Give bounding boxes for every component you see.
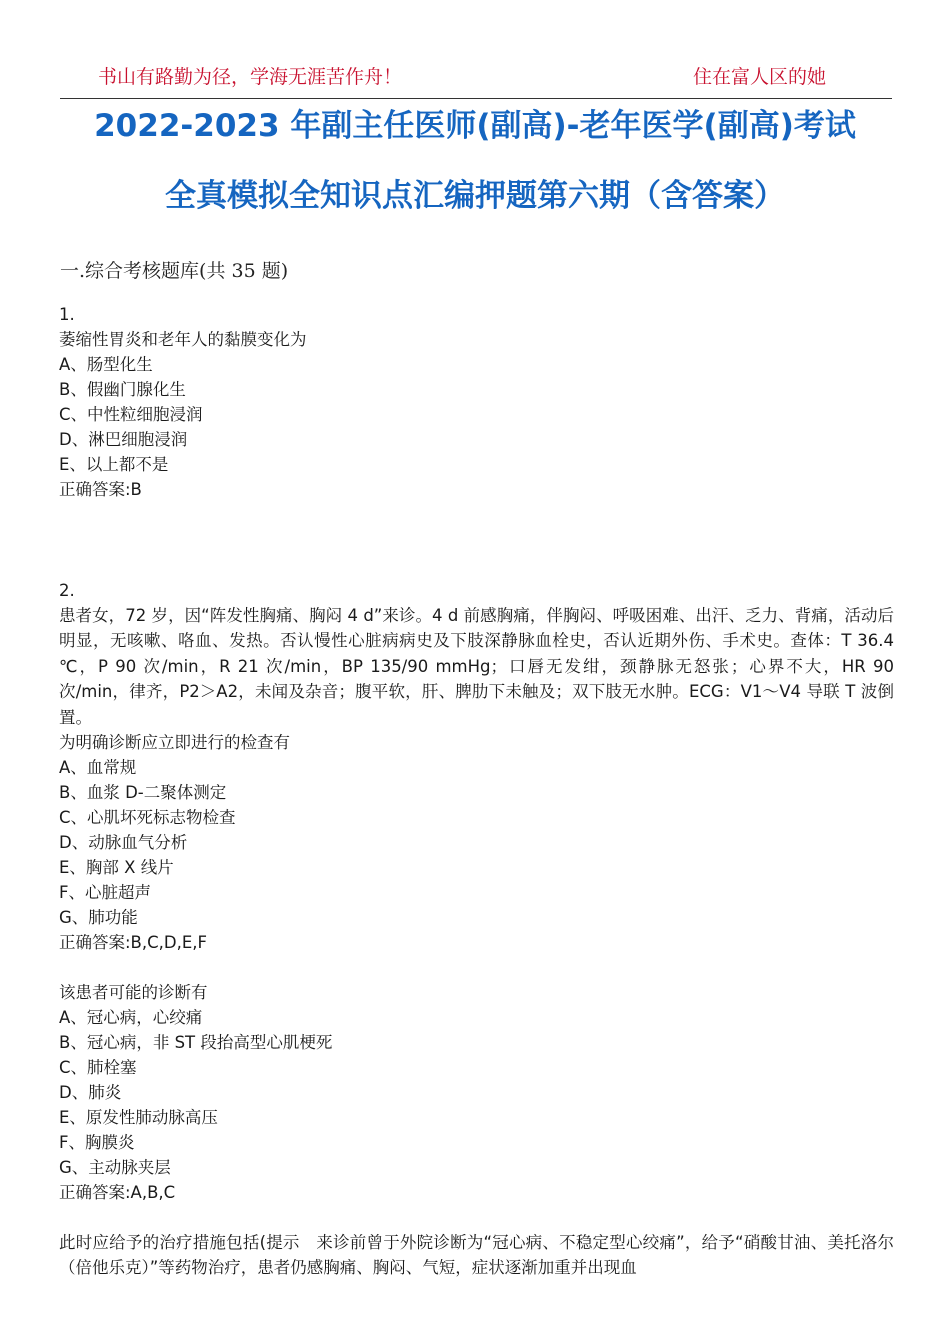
option-b: B、假幽门腺化生 (59, 380, 186, 399)
sub-question-2 (59, 980, 894, 1205)
option-a: A、肠型化生 (59, 355, 153, 374)
option-b: B、冠心病，非 ST 段抬高型心肌梗死 (59, 1033, 333, 1053)
question-1 (59, 302, 894, 502)
question-number: 1. (59, 305, 75, 324)
page-title-line-1: 2022-2023 年副主任医师(副高)-老年医学(副高)考试 (94, 108, 856, 144)
sub-question-1 (59, 730, 894, 955)
question-list (59, 302, 894, 1281)
question-stem: 该患者可能的诊断有 (59, 983, 208, 1003)
answer: 正确答案:B (59, 480, 142, 499)
option-f: F、胸膜炎 (59, 1133, 135, 1153)
option-g: G、肺功能 (59, 908, 138, 928)
question-stem: 为明确诊断应立即进行的检查有 (59, 733, 290, 753)
section-heading: 一.综合考核题库(共 35 题) (60, 260, 289, 282)
question-stem: 此时应给予的治疗措施包括(提示 来诊前曾于外院诊断为“冠心病、不稳定型心绞痛”，给予“硝酸甘油、美托洛尔（倍他乐克）”等药物治疗，患者仍感胸痛、胸闷、气短，症状逐渐加重并出现血 (59, 1233, 894, 1278)
header-motto: 书山有路勤为径，学海无涯苦作舟！ (98, 66, 403, 88)
option-d: D、淋巴细胞浸润 (59, 430, 188, 449)
question-2 (59, 578, 894, 1281)
option-d: D、肺炎 (59, 1083, 122, 1103)
case-description: 患者女，72 岁，因“阵发性胸痛、胸闷 4 d”来诊。4 d 前感胸痛，伴胸闷、呼吸困难、出汗、乏力、背痛，活动后明显，无咳嗽、咯血、发热。否认慢性心脏病病史及下肢深静脉血栓史，否认近期外伤、手术史。查体：T 36.4 ℃，P 90 次/min，R 21 次/min，BP 135/90 mmHg；口唇无发绀，颈静脉无怒张；心界不大，HR 90 次/min，律齐，P2＞A2，未闻及杂音；腹平软，肝、脾肋下未触及；双下肢无水肿。ECG：V1～V4 导联 T 波倒置。 (59, 606, 894, 727)
option-e: E、以上都不是 (59, 455, 169, 474)
option-a: A、冠心病，心绞痛 (59, 1008, 203, 1028)
option-d: D、动脉血气分析 (59, 833, 188, 853)
header-divider (60, 98, 892, 99)
question-number: 2. (59, 581, 75, 600)
answer: 正确答案:A,B,C (59, 1183, 176, 1203)
option-c: C、中性粒细胞浸润 (59, 405, 203, 424)
sub-question-3 (59, 1230, 894, 1281)
option-c: C、肺栓塞 (59, 1058, 137, 1078)
header-author: 住在富人区的她 (693, 66, 827, 88)
option-b: B、血浆 D-二聚体测定 (59, 783, 227, 803)
option-g: G、主动脉夹层 (59, 1158, 171, 1178)
option-e: E、原发性肺动脉高压 (59, 1108, 218, 1128)
answer: 正确答案:B,C,D,E,F (59, 933, 208, 953)
page-title-line-2: 全真模拟全知识点汇编押题第六期（含答案） (165, 178, 785, 214)
option-f: F、心脏超声 (59, 883, 151, 903)
option-a: A、血常规 (59, 758, 137, 778)
option-c: C、心肌坏死标志物检查 (59, 808, 236, 828)
question-stem: 萎缩性胃炎和老年人的黏膜变化为 (59, 330, 307, 349)
option-e: E、胸部 X 线片 (59, 858, 174, 878)
